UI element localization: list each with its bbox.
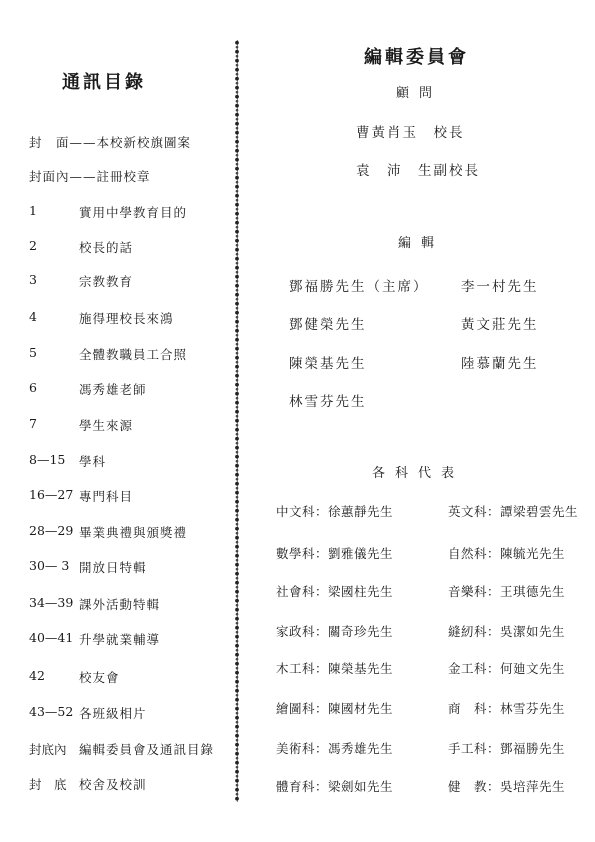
toc-entry-page: 3 bbox=[29, 272, 37, 287]
decorative-divider bbox=[232, 40, 242, 802]
editor-name: 鄧健榮先生 bbox=[289, 317, 367, 333]
subject-rep: 音樂科：王琪德先生 bbox=[448, 584, 566, 599]
subject-rep: 健 教：吳培萍先生 bbox=[448, 779, 566, 794]
toc-entry-page: 6 bbox=[29, 380, 37, 395]
toc-entry-inside-cover: 封面內——註冊校章 bbox=[29, 169, 151, 184]
toc-entry-page: 40—41 bbox=[29, 630, 74, 645]
toc-entry-title: 專門科目 bbox=[79, 489, 134, 504]
toc-entry-title: 馮秀雄老師 bbox=[79, 382, 147, 397]
toc-entry-title: 校長的話 bbox=[79, 240, 134, 255]
advisers-heading: 顧問 bbox=[396, 86, 443, 101]
subject-rep: 木工科：陳榮基先生 bbox=[276, 661, 394, 676]
toc-entry-cover: 封 面——本校新校旗圖案 bbox=[29, 135, 192, 150]
toc-entry-title: 畢業典禮與頒獎禮 bbox=[79, 525, 188, 540]
subject-reps-heading: 各科代表 bbox=[372, 466, 465, 481]
toc-entry-page: 封 底 bbox=[29, 777, 67, 792]
subject-rep: 美術科：馮秀雄先生 bbox=[276, 741, 394, 756]
subject-rep: 金工科：何廸文先生 bbox=[448, 661, 566, 676]
subject-rep: 中文科：徐蕙靜先生 bbox=[276, 504, 394, 519]
adviser-principal: 曹黃肖玉 校長 bbox=[356, 125, 465, 141]
subject-rep: 家政科：關奇珍先生 bbox=[276, 624, 394, 639]
toc-entry-page: 42 bbox=[29, 668, 45, 683]
toc-entry-title: 課外活動特輯 bbox=[79, 597, 161, 612]
toc-entry-title: 實用中學教育目的 bbox=[79, 205, 188, 220]
subject-rep: 數學科：劉雅儀先生 bbox=[276, 546, 394, 561]
toc-entry-title: 學科 bbox=[79, 454, 107, 469]
editors-heading: 編輯 bbox=[398, 236, 445, 251]
toc-entry-title: 學生來源 bbox=[79, 418, 134, 433]
toc-entry-page: 封底內 bbox=[29, 742, 67, 757]
toc-entry-title: 施得理校長來鴻 bbox=[79, 311, 174, 326]
subject-rep: 社會科：梁國柱先生 bbox=[276, 584, 394, 599]
subject-rep: 手工科：鄧福勝先生 bbox=[448, 741, 566, 756]
subject-rep: 英文科：譚梁碧雲先生 bbox=[448, 504, 579, 519]
toc-entry-page: 34—39 bbox=[29, 595, 74, 610]
committee-title: 編輯委員會 bbox=[364, 47, 469, 68]
toc-entry-page: 5 bbox=[29, 345, 37, 360]
toc-entry-title: 校友會 bbox=[79, 670, 120, 685]
toc-entry-title: 各班級相片 bbox=[79, 706, 147, 721]
toc-title: 通訊目錄 bbox=[62, 72, 146, 93]
subject-rep: 自然科：陳毓光先生 bbox=[448, 546, 566, 561]
toc-entry-title: 宗教教育 bbox=[79, 274, 134, 289]
toc-entry-title: 升學就業輔導 bbox=[79, 632, 161, 647]
editor-name: 黃文莊先生 bbox=[461, 317, 539, 333]
subject-rep: 繪圖科：陳國材先生 bbox=[276, 701, 394, 716]
toc-entry-page: 30— 3 bbox=[29, 558, 70, 573]
editor-name: 鄧福勝先生（主席） bbox=[289, 279, 429, 295]
toc-entry-page: 43—52 bbox=[29, 704, 74, 719]
subject-rep: 商 科：林雪芬先生 bbox=[448, 701, 566, 716]
toc-entry-title: 全體教職員工合照 bbox=[79, 347, 188, 362]
toc-entry-title: 校舍及校訓 bbox=[79, 777, 147, 792]
toc-entry-page: 2 bbox=[29, 238, 37, 253]
toc-entry-page: 1 bbox=[29, 203, 37, 218]
subject-rep: 體育科：梁劍如先生 bbox=[276, 779, 394, 794]
editor-name: 陸慕蘭先生 bbox=[461, 356, 539, 372]
toc-entry-page: 4 bbox=[29, 309, 37, 324]
editor-name: 李一村先生 bbox=[461, 279, 539, 295]
toc-entry-title: 開放日特輯 bbox=[79, 560, 147, 575]
adviser-vice-principal: 袁 沛 生副校長 bbox=[356, 163, 480, 179]
toc-entry-title: 編輯委員會及通訊目錄 bbox=[79, 742, 215, 757]
toc-entry-page: 28—29 bbox=[29, 523, 74, 538]
toc-entry-page: 16—27 bbox=[29, 487, 74, 502]
toc-entry-page: 7 bbox=[29, 416, 37, 431]
editor-name: 陳榮基先生 bbox=[289, 356, 367, 372]
toc-entry-page: 8—15 bbox=[29, 452, 66, 467]
editor-name: 林雪芬先生 bbox=[289, 394, 367, 410]
subject-rep: 縫紉科：吳潔如先生 bbox=[448, 624, 566, 639]
